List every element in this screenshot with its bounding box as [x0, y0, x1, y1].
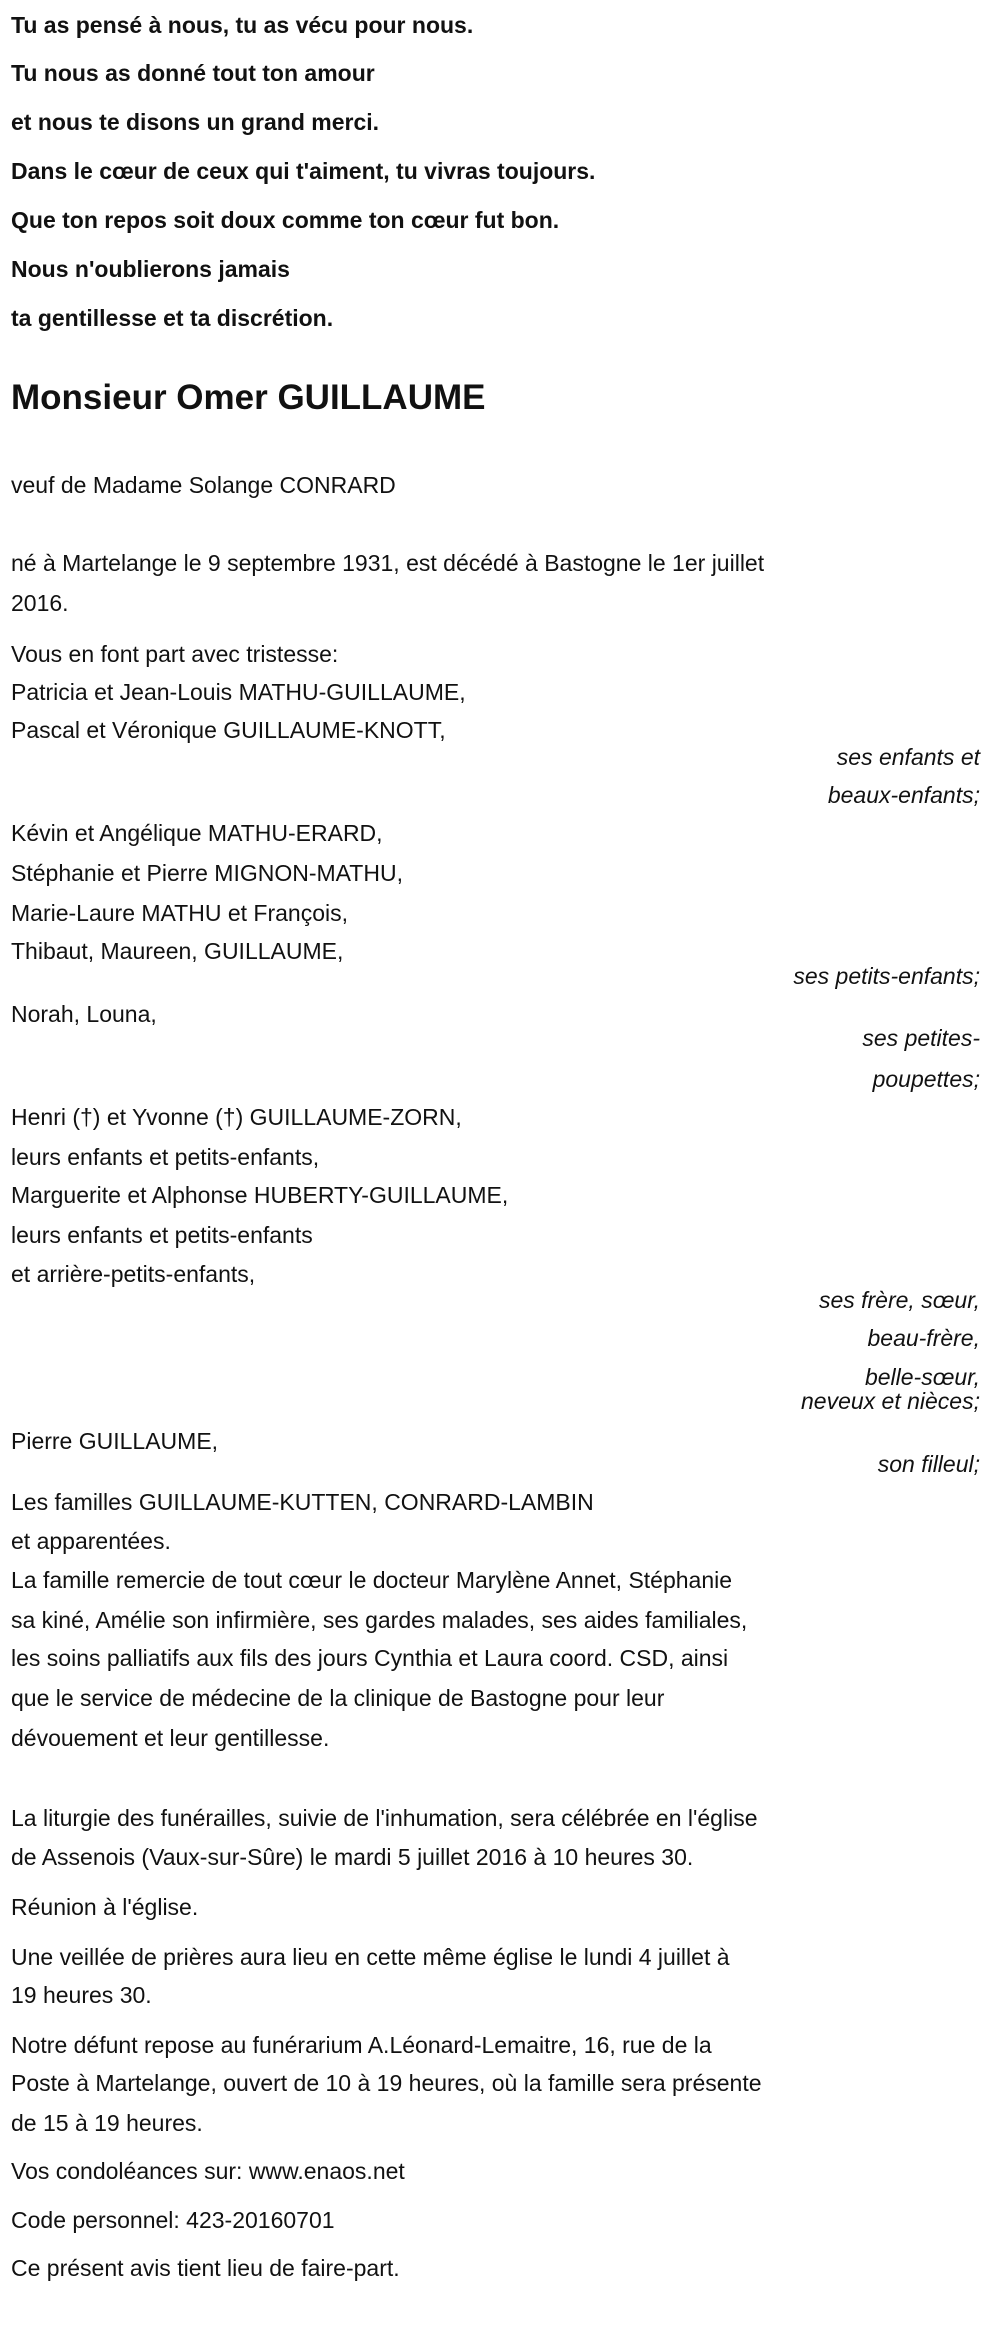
relation-label: neveux et nièces;: [800, 1388, 980, 1414]
family-line: Marie-Laure MATHU et François,: [11, 900, 348, 926]
vigil-line: Une veillée de prières aura lieu en cette même église le lundi 4 juillet à: [11, 1944, 730, 1970]
family-line: Les familles GUILLAUME-KUTTEN, CONRARD-LAMBIN: [11, 1489, 594, 1515]
family-line: Norah, Louna,: [11, 1001, 157, 1027]
family-line: Henri (†) et Yvonne (†) GUILLAUME-ZORN,: [11, 1104, 462, 1130]
family-line: et arrière-petits-enfants,: [11, 1261, 256, 1287]
poem-line: ta gentillesse et ta discrétion.: [11, 305, 334, 331]
relation-label: beaux-enfants;: [827, 782, 980, 808]
poem-line: Que ton repos soit doux comme ton cœur fut bon.: [11, 207, 560, 233]
family-line: leurs enfants et petits-enfants: [11, 1222, 313, 1248]
thanks-line: les soins palliatifs aux fils des jours Cynthia et Laura coord. CSD, ainsi: [11, 1645, 729, 1671]
thanks-line: que le service de médecine de la clinique de Bastogne pour leur: [11, 1685, 665, 1711]
relation-label: son filleul;: [877, 1451, 980, 1477]
family-line: Kévin et Angélique MATHU-ERARD,: [11, 820, 383, 846]
family-line: et apparentées.: [11, 1528, 171, 1554]
family-line: Pierre GUILLAUME,: [11, 1428, 219, 1454]
family-line: Marguerite et Alphonse HUBERTY-GUILLAUME,: [11, 1182, 509, 1208]
poem-line: et nous te disons un grand merci.: [11, 109, 380, 135]
relation-label: ses petits-enfants;: [793, 963, 980, 989]
poem-line: Tu as pensé à nous, tu as vécu pour nous.: [11, 12, 474, 38]
meeting-line: Réunion à l'église.: [11, 1894, 199, 1920]
birth-line: né à Martelange le 9 septembre 1931, est décédé à Bastogne le 1er juillet: [11, 550, 765, 576]
relation-label: ses petites-: [862, 1025, 980, 1051]
deceased-name: Monsieur Omer GUILLAUME: [11, 378, 486, 417]
vigil-line: 19 heures 30.: [11, 1982, 152, 2008]
relation-label: belle-sœur,: [864, 1364, 980, 1390]
code-line: Code personnel: 423-20160701: [11, 2207, 335, 2233]
relation-label: ses enfants et: [836, 744, 980, 770]
rest-line: Poste à Martelange, ouvert de 10 à 19 heures, où la famille sera présente: [11, 2070, 762, 2096]
relation-label: poupettes;: [872, 1066, 980, 1092]
family-line: Patricia et Jean-Louis MATHU-GUILLAUME,: [11, 679, 466, 705]
poem-line: Nous n'oublierons jamais: [11, 256, 290, 282]
intro-line: Vous en font part avec tristesse:: [11, 641, 339, 667]
notice-line: Ce présent avis tient lieu de faire-part.: [11, 2255, 400, 2281]
family-line: leurs enfants et petits-enfants,: [11, 1144, 320, 1170]
thanks-line: La famille remercie de tout cœur le docteur Marylène Annet, Stéphanie: [11, 1567, 733, 1593]
family-line: Pascal et Véronique GUILLAUME-KNOTT,: [11, 717, 446, 743]
liturgy-line: La liturgie des funérailles, suivie de l'inhumation, sera célébrée en l'église: [11, 1805, 758, 1831]
liturgy-line: de Assenois (Vaux-sur-Sûre) le mardi 5 juillet 2016 à 10 heures 30.: [11, 1844, 694, 1870]
family-line: Stéphanie et Pierre MIGNON-MATHU,: [11, 860, 403, 886]
relation-label: ses frère, sœur,: [818, 1287, 980, 1313]
relation-label: beau-frère,: [867, 1325, 980, 1351]
birth-line: 2016.: [11, 590, 69, 616]
poem-line: Dans le cœur de ceux qui t'aiment, tu vivras toujours.: [11, 158, 596, 184]
condolences-line: Vos condoléances sur: www.enaos.net: [11, 2158, 405, 2184]
widow-line: veuf de Madame Solange CONRARD: [11, 472, 396, 498]
poem-line: Tu nous as donné tout ton amour: [11, 60, 375, 86]
family-line: Thibaut, Maureen, GUILLAUME,: [11, 938, 344, 964]
thanks-line: dévouement et leur gentillesse.: [11, 1725, 330, 1751]
rest-line: Notre défunt repose au funérarium A.Léonard-Lemaitre, 16, rue de la: [11, 2032, 712, 2058]
rest-line: de 15 à 19 heures.: [11, 2110, 203, 2136]
thanks-line: sa kiné, Amélie son infirmière, ses gardes malades, ses aides familiales,: [11, 1607, 748, 1633]
